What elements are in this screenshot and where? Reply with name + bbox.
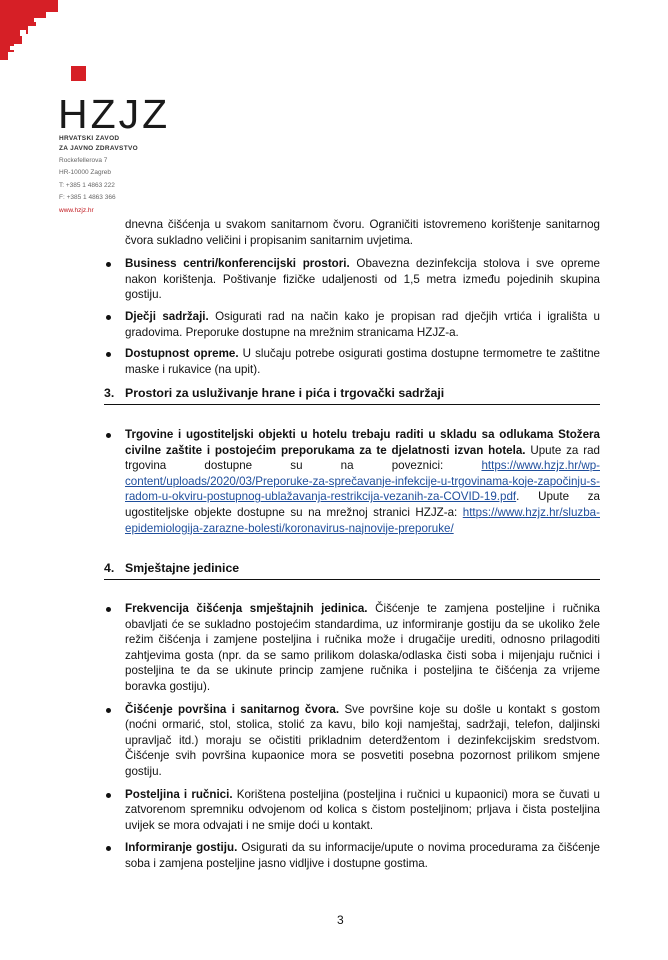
org-name-line: ZA JAVNO ZDRAVSTVO: [59, 145, 138, 152]
section-heading: [104, 559, 600, 580]
section3-content: [104, 427, 600, 536]
catering-guidelines-link[interactable]: https://www.hzjz.hr/sluzba-epidemiologija-zarazne-bolesti/koronavirus-najnovije-preporuke/: [125, 505, 600, 535]
shops-guidelines-link[interactable]: https://www.hzjz.hr/wp-content/uploads/2020/03/Preporuke-za-sprečavanje-infekcije-u-trgovinama-koje-započinju-s-radom-u-okviru-postupnog-ublažavanja-restrikcija-vezanih-za-COVID-19.pdf: [125, 459, 600, 504]
item-text: Upute za rad trgovina dostupne su na poveznici:: [125, 443, 600, 473]
list-item: [104, 346, 600, 377]
item-heading: Čišćenje površina i sanitarnog čvora.: [125, 702, 340, 716]
body-content: [104, 217, 600, 377]
section-number: 4.: [104, 561, 115, 575]
address-line: F: +385 1 4863 366: [59, 194, 116, 202]
continuation-paragraph: dnevna čišćenja u svakom sanitarnom čvoru. Ograničiti istovremeno korištenje sanitarnog čvora sukladno veličini i propisanim sanitarnim uvjetima.: [125, 218, 600, 247]
logo-square-icon: [71, 66, 86, 81]
address-block: [59, 155, 116, 217]
address-line: HR-10000 Zagreb: [59, 169, 112, 177]
item-text: Osigurati rad na način kako je propisan rad dječjih vrtića i igrališta u gradovima. Preporuke dostupne na mrežnim stranicama HZJZ-a.: [125, 309, 600, 339]
item-heading: Dostupnost opreme.: [125, 347, 239, 361]
list-item: [104, 427, 600, 536]
item-text: Sve površine koje su došle u kontakt s gostom (noćni ormarić, stol, stolica, stolić za kavu, bilo koji namještaj, sadržaji, telefon, daljinski upravljač itd.) moraju se očistiti prikladnim deterdžentom i dezinfekcijskim sredstvom. Čišćenje svih površina kupaonice mora se posvetiti posebna pozornost prilikom smjene gostiju.: [125, 702, 600, 778]
item-heading: Business centri/konferencijski prostori.: [125, 257, 350, 271]
corner-decoration-icon: [0, 0, 60, 60]
item-heading: Posteljina i ručnici.: [125, 787, 233, 801]
org-name: [59, 134, 138, 154]
address-line: Rockefellerova 7: [59, 157, 108, 164]
org-name-line: HRVATSKI ZAVOD: [59, 135, 120, 142]
facility-list: [104, 256, 600, 377]
section4-list: [104, 601, 600, 872]
list-item: [104, 702, 600, 780]
address-line: T: +385 1 4863 222: [59, 181, 115, 189]
item-text: U slučaju potrebe osigurati gostima dostupne termometre te zaštitne maske i rukavice (na upit).: [125, 347, 600, 376]
section-title: Smještajne jedinice: [125, 561, 240, 575]
logo: HZJZ: [58, 91, 171, 137]
item-text: Obavezna dezinfekcija stolova i sve opreme nakon korištenja. Poštivanje fizičke udaljenosti od 1,5 metra između pojedinih skupina gostiju.: [125, 257, 601, 302]
item-text: . Upute za ugostiteljske objekte dostupne su na mrežnoj stranici HZJZ-a:: [125, 490, 600, 519]
website-link[interactable]: www.hzjz.hr: [59, 206, 94, 214]
list-item: [104, 787, 600, 834]
item-heading: Frekvencija čišćenja smještajnih jedinica.: [125, 602, 368, 615]
item-text: Korištena posteljina (posteljina i ručnici u kupaonici) mora se čuvati u zatvorenom spremniku odvojenom od kolica s čistom posteljinom; prljava i čista posteljina uvijek se mora odvajati i ne smije doći u kontakt.: [125, 787, 600, 832]
list-item: [104, 256, 600, 303]
item-heading: Trgovine i ugostiteljski objekti u hotelu trebaju raditi u skladu sa odlukama Stožera civilne zaštite i postojećim preporukama za te djelatnosti izvan hotela.: [125, 428, 600, 457]
section-heading: [104, 384, 600, 405]
item-text: Osigurati da su informacije/upute o novima procedurama za čišćenje soba i zamjena posteljine jasno vidljive i dostupne gostima.: [125, 841, 601, 870]
section4-content: [104, 601, 600, 872]
item-heading: Dječji sadržaji.: [125, 309, 209, 323]
list-item: [104, 601, 600, 695]
item-heading: Informiranje gostiju.: [125, 841, 238, 855]
list-item: [104, 840, 600, 871]
item-text: Čišćenje te zamjena posteljine i ručnika obavljati će se sukladno postojećim standardima, uz informiranje gostiju da se ukoliko žele režim čišćenja i zamjene posteljina i ručnika može i drugačije urediti, odnosno prilagoditi zahtjevima gosta (npr. da se samo prilikom dolaska/odlaska čisti soba i mijenjaju ručnici i posteljina te da se ukinute princip zamjene ručnika i posteljina te čišćenja za vrijeme boravka gostiju).: [125, 602, 601, 693]
section-title: Prostori za usluživanje hrane i pića i trgovački sadržaji: [125, 386, 445, 400]
section3-list: [104, 427, 600, 536]
list-item: [104, 309, 600, 340]
section-number: 3.: [104, 386, 115, 400]
page-number: 3: [337, 913, 344, 927]
